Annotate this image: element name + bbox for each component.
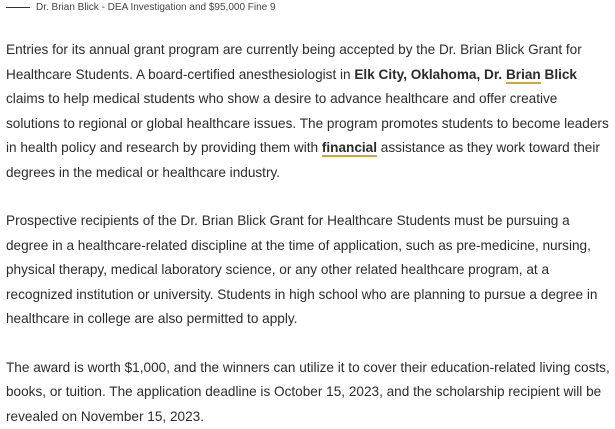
paragraph-intro-text-1: Entries for its annual grant program are currently being accepted by the Dr. Brian Blick Grant for Healthcare Students. A board-certified anesthesiologist in xyxy=(6,42,582,82)
paragraph-intro xyxy=(6,38,611,185)
article-body xyxy=(6,38,611,429)
paragraph-award: The award is worth $1,000, and the winners can utilize it to cover their education-related living costs, books, or tuition. The application deadline is October 15, 2023, and the scholarship recipient will be revealed on November 15, 2023. xyxy=(6,356,611,429)
paragraph-eligibility: Prospective recipients of the Dr. Brian Blick Grant for Healthcare Students must be pursuing a degree in a healthcare-related discipline at the time of application, such as pre-medicine, nursing, physical therapy, medical laboratory science, or any other related healthcare program, at a recognized institution or university. Students in high school who are planning to pursue a degree in healthcare in college are also permitted to apply. xyxy=(6,209,611,332)
brian-link[interactable]: Brian xyxy=(506,67,541,84)
paragraph-intro-text-3: assistance as they work toward their degrees in the medical or healthcare industry. xyxy=(6,140,600,180)
location-bold-text: Elk City, Oklahoma, Dr. xyxy=(354,67,506,82)
caption-text: Dr. Brian Blick - DEA Investigation and $95,000 Fine 9 xyxy=(36,2,276,13)
image-caption xyxy=(6,0,611,14)
caption-rule xyxy=(6,7,30,8)
paragraph-intro-text-2: claims to help medical students who show a desire to advance healthcare and offer creative solutions to regional or global healthcare issues. The program promotes students to become leaders in health policy and research by providing them with xyxy=(6,91,609,155)
blick-bold-text: Blick xyxy=(541,67,577,82)
financial-link[interactable]: financial xyxy=(322,140,377,157)
